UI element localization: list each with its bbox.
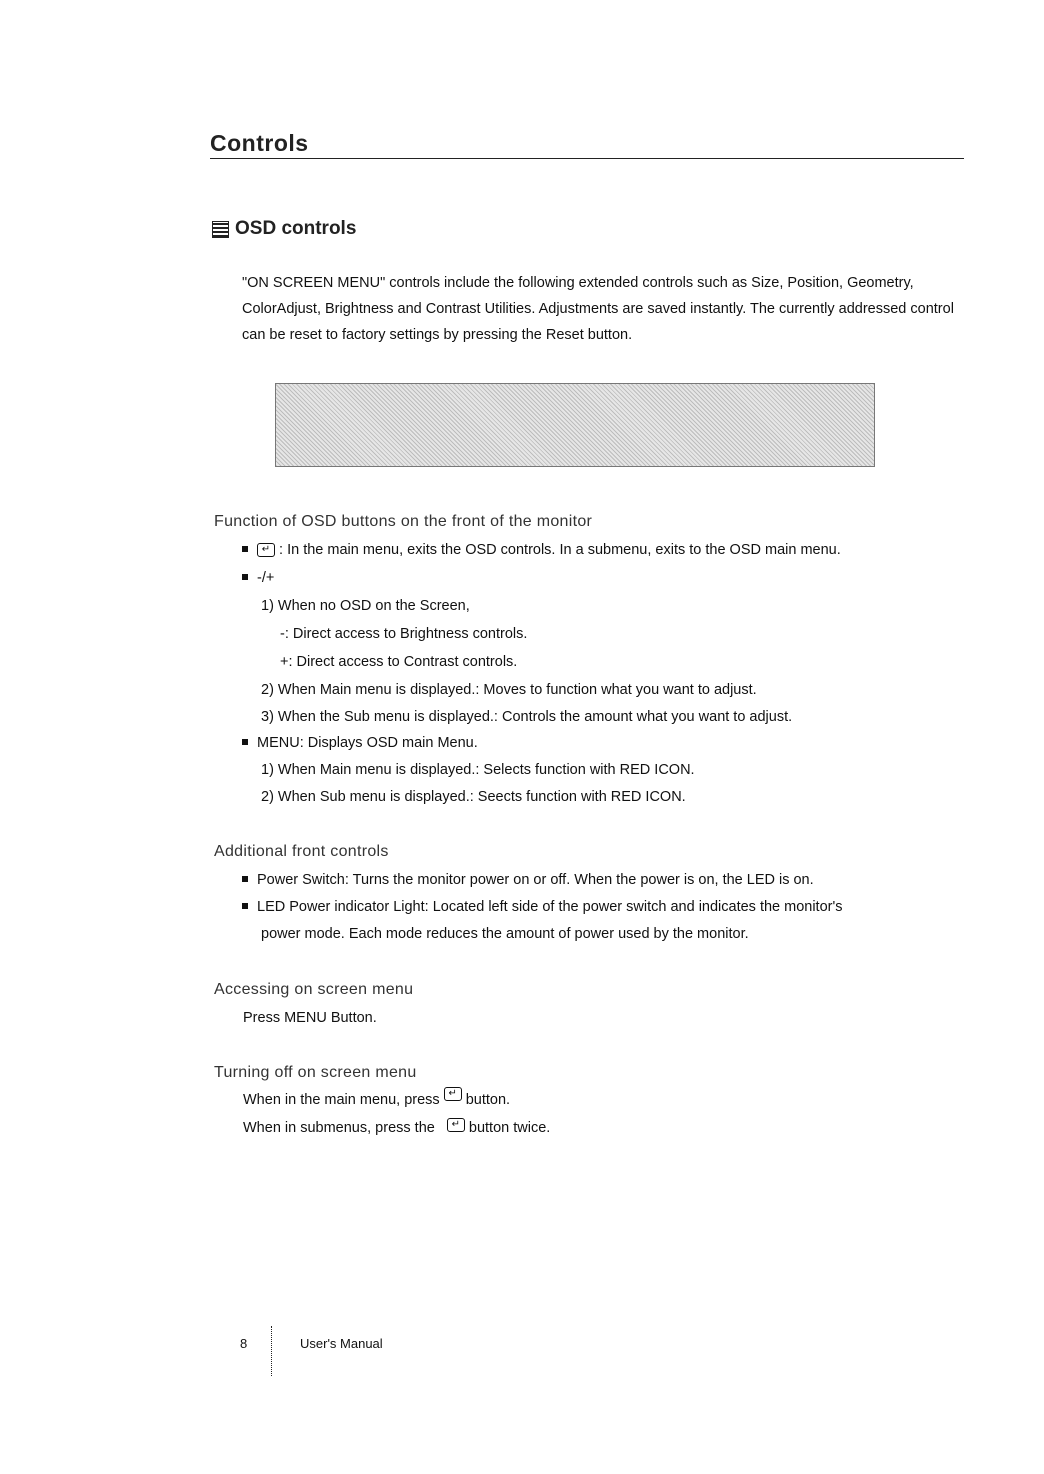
accessing-text: Press MENU Button. — [243, 1010, 377, 1026]
page-title: Controls — [210, 130, 309, 156]
functions-heading: Function of OSD buttons on the front of the monitor — [214, 513, 593, 530]
turning-off-line-1 — [243, 1092, 510, 1108]
exit-item-text: : In the main menu, exits the OSD controls. In a submenu, exits to the OSD main menu. — [279, 542, 841, 558]
turning-off-line-1-a: When in the main menu, press — [243, 1092, 440, 1108]
footer-label: User's Manual — [300, 1336, 383, 1351]
menu1-line: 1) When Main menu is displayed.: Selects function with RED ICON. — [261, 762, 695, 778]
turning-off-line-2-a: When in submenus, press the — [243, 1120, 435, 1136]
mp3-line: 3) When the Sub menu is displayed.: Controls the amount what you want to adjust. — [261, 709, 793, 725]
led-item-text: LED Power indicator Light: Located left side of the power switch and indicates the monitor's — [257, 899, 843, 915]
enter-key-icon — [257, 543, 275, 557]
led-item-cont: power mode. Each mode reduces the amount of power used by the monitor. — [261, 926, 749, 942]
mp1-plus-line: +: Direct access to Contrast controls. — [280, 654, 518, 670]
turning-off-heading: Turning off on screen menu — [214, 1064, 417, 1081]
bullet-icon — [242, 903, 248, 909]
accessing-heading: Accessing on screen menu — [214, 981, 414, 998]
power-item — [242, 872, 814, 888]
title-rule — [210, 158, 964, 159]
additional-heading: Additional front controls — [214, 843, 389, 860]
mp2-line: 2) When Main menu is displayed.: Moves to function what you want to adjust. — [261, 682, 757, 698]
menu2-line: 2) When Sub menu is displayed.: Seects function with RED ICON. — [261, 789, 686, 805]
page-number: 8 — [240, 1336, 248, 1351]
osd-menu-image — [275, 383, 875, 467]
turning-off-line-2 — [243, 1120, 550, 1136]
menu-item-text: MENU: Displays OSD main Menu. — [257, 735, 478, 751]
bullet-icon — [242, 546, 248, 552]
osd-heading — [212, 218, 356, 240]
enter-key-icon — [444, 1087, 462, 1101]
turning-off-line-2-b: button twice. — [468, 1120, 551, 1136]
grid-icon — [212, 221, 229, 238]
bullet-icon — [242, 876, 248, 882]
bullet-icon — [242, 739, 248, 745]
mp1-line: 1) When no OSD on the Screen, — [261, 598, 470, 614]
bullet-icon — [242, 574, 248, 580]
mp1-minus-line: -: Direct access to Brightness controls. — [280, 626, 528, 642]
led-item — [242, 899, 843, 915]
osd-heading-text: OSD controls — [235, 218, 357, 239]
power-item-text: Power Switch: Turns the monitor power on or off. When the power is on, the LED is on. — [257, 872, 814, 888]
turning-off-line-1-b: button. — [465, 1092, 511, 1108]
osd-intro: "ON SCREEN MENU" controls include the following extended controls such as Size, Position, Geometry, ColorAdjust, Brightness and Contrast Utilities. Adjustments are saved instantly. The currently addressed control can be reset to factory settings by pressing the Reset button. — [242, 275, 954, 343]
footer-separator — [271, 1326, 272, 1376]
exit-item — [242, 542, 841, 558]
enter-key-icon — [447, 1118, 465, 1132]
menu-item — [242, 735, 478, 751]
minus-plus-item — [242, 570, 274, 586]
minus-plus-text: -/+ — [257, 570, 275, 586]
